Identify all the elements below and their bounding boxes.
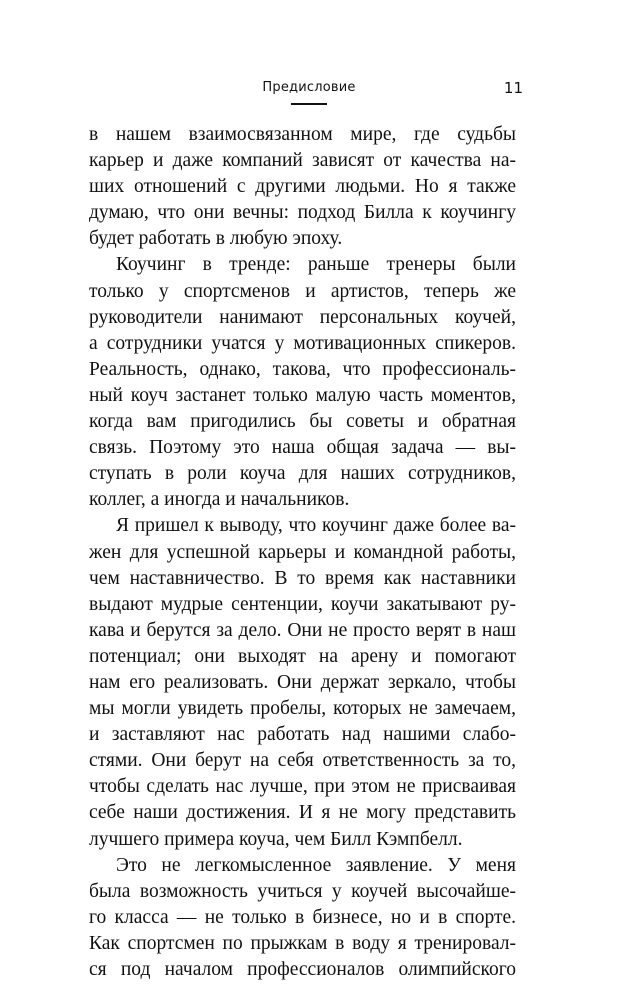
text-line: только у спортсменов и артистов, теперь же <box>89 280 516 302</box>
text-line: когда вам пригодились бы советы и обратная <box>89 411 516 433</box>
text-line: выдают мудрые сентенции, коучи закатывают ру- <box>89 593 516 615</box>
text-line: потенциал; они выходят на арену и помогают <box>89 645 516 667</box>
text-line: чем наставничество. В то время как наставники <box>89 567 516 589</box>
text-line: го класса — не только в бизнесе, но и в спорте. <box>89 906 516 928</box>
text-line: ный коуч застанет только малую часть моментов, <box>89 384 516 406</box>
running-header <box>0 0 631 110</box>
text-line: чтобы сделать нас лучше, при этом не присваивая <box>89 776 516 798</box>
text-line: себе наши достижения. И я не могу представить <box>89 802 516 824</box>
text-line: лучшего примера коуча, чем Билл Кэмпбелл. <box>89 828 463 850</box>
text-line: кава и берутся за дело. Они не просто верят в наш <box>89 619 516 641</box>
text-line: Реальность, однако, такова, что профессиональ- <box>89 358 516 380</box>
text-line: ших отношений с другими людьми. Но я также <box>89 176 516 198</box>
text-line: в нашем взаимосвязанном мире, где судьбы <box>89 124 516 145</box>
title-underline-rule <box>291 103 327 105</box>
paragraph <box>89 853 516 983</box>
text-line: а сотрудники учатся у мотивационных спикеров. <box>89 332 516 354</box>
text-line: Я пришел к выводу, что коучинг даже более ва- <box>116 515 516 537</box>
text-line: и заставляют нас работать над нашими слабо- <box>89 724 516 746</box>
text-line: нам его реализовать. Они держат зеркало, чтобы <box>89 671 516 693</box>
paragraph <box>89 513 516 852</box>
paragraph <box>89 252 516 513</box>
text-line: связь. Поэтому это наша общая задача — вы- <box>89 437 516 459</box>
text-line: карьер и даже компаний зависят от качества на- <box>89 150 516 172</box>
text-line: жен для успешной карьеры и командной работы, <box>89 541 516 563</box>
paragraph <box>89 122 516 252</box>
chapter-title: Предисловие <box>262 80 356 95</box>
text-line: коллег, а иногда и начальников. <box>89 489 350 511</box>
text-line: ступать в роли коуча для наших сотрудников, <box>89 463 516 485</box>
text-line: стями. Они берут на себя ответственность за то, <box>89 750 516 772</box>
text-line: Это не легкомысленное заявление. У меня <box>116 854 516 876</box>
text-line: думаю, что они вечны: подход Билла к коучингу <box>89 202 516 224</box>
body-text <box>89 122 516 983</box>
text-line: руководители нанимают персональных коучей, <box>89 306 516 328</box>
text-line: ся под началом профессионалов олимпийского <box>89 959 516 980</box>
page-number: 11 <box>503 79 523 97</box>
text-line: будет работать в любую эпоху. <box>89 228 343 250</box>
text-line: мы могли увидеть пробелы, которых не замечаем, <box>89 698 516 720</box>
text-line: Коучинг в тренде: раньше тренеры были <box>116 254 516 276</box>
text-line: была возможность учиться у коучей высочайше- <box>89 880 516 902</box>
text-line: Как спортсмен по прыжкам в воду я тренировал- <box>89 932 516 954</box>
